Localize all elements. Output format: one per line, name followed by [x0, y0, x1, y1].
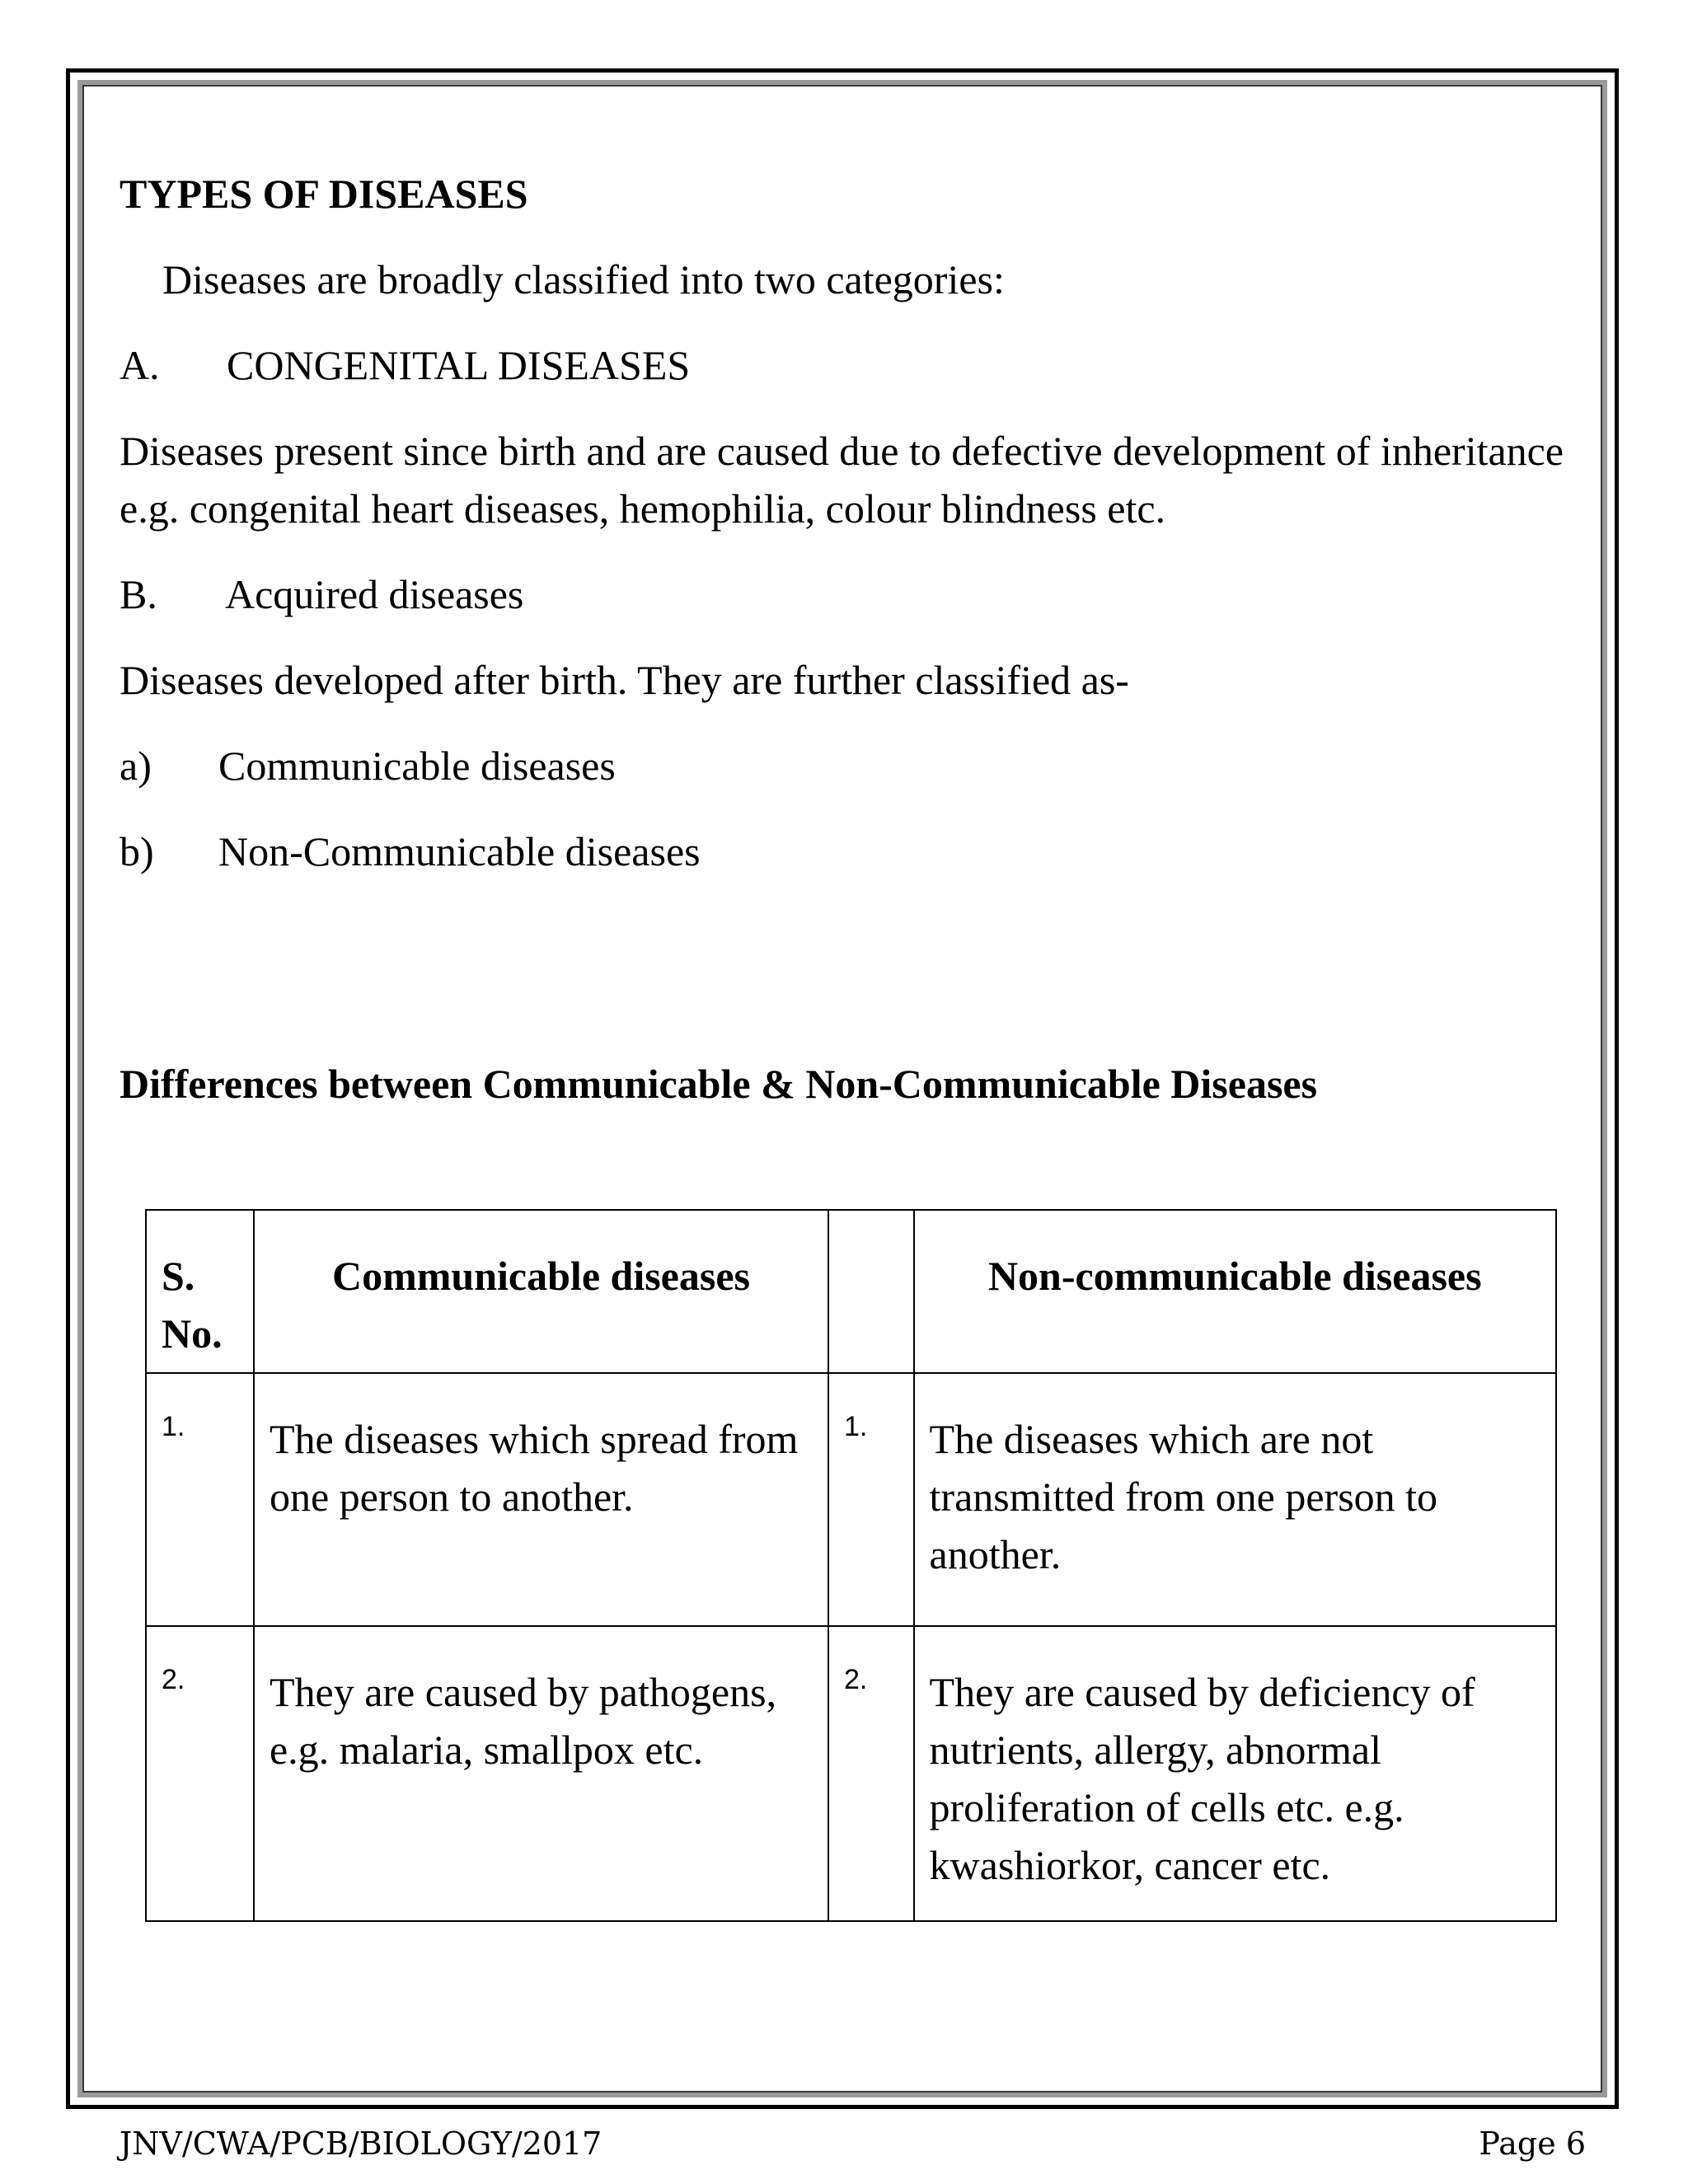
page-title: TYPES OF DISEASES: [120, 171, 528, 217]
header-non-communicable: Non-communicable diseases: [914, 1210, 1556, 1373]
cell-non-communicable: They are caused by deficiency of nutrients, allergy, abnormal proliferation of cells etc. e.g. kwashiorkor, cancer etc.: [914, 1626, 1556, 1921]
differences-table: [145, 1209, 1557, 1922]
row-number: 1.: [146, 1373, 254, 1626]
table-row: [146, 1626, 1556, 1921]
list-item-label: b): [120, 828, 154, 874]
list-item-label: a): [120, 743, 152, 789]
section-a-label: A.: [120, 342, 160, 388]
row-number: 2.: [146, 1626, 254, 1921]
list-item: [120, 737, 1570, 794]
row-number: 1.: [828, 1373, 914, 1626]
row-number: 2.: [828, 1626, 914, 1921]
cell-communicable: The diseases which spread from one person to another.: [254, 1373, 828, 1626]
table-row: [146, 1373, 1556, 1626]
section-b-heading: [120, 565, 1570, 623]
list-item: [120, 823, 1570, 880]
header-sno: S. No.: [146, 1210, 254, 1373]
section-a-title: CONGENITAL DISEASES: [227, 342, 691, 388]
differences-heading: Differences between Communicable & Non-Communicable Diseases: [120, 1061, 1318, 1107]
list-item-text: Communicable diseases: [218, 743, 616, 789]
section-a-text: Diseases present since birth and are caused due to defective development of inheritance e.g. congenital heart diseases, hemophilia, colour blindness etc.: [120, 428, 1564, 532]
footer-page-number: Page 6: [1479, 2125, 1586, 2162]
cell-non-communicable: The diseases which are not transmitted from one person to another.: [914, 1373, 1556, 1626]
table-header-row: [146, 1210, 1556, 1373]
header-communicable: Communicable diseases: [254, 1210, 828, 1373]
section-a-heading: [120, 336, 1570, 394]
section-b-text: Diseases developed after birth. They are further classified as-: [120, 657, 1129, 703]
cell-communicable: They are caused by pathogens, e.g. malaria, smallpox etc.: [254, 1626, 828, 1921]
document-body: [120, 165, 1570, 1113]
section-b-title: Acquired diseases: [225, 571, 524, 617]
list-item-text: Non-Communicable diseases: [218, 828, 701, 874]
section-b-label: B.: [120, 571, 157, 617]
intro-text: Diseases are broadly classified into two categories:: [162, 256, 1005, 302]
header-blank: [828, 1210, 914, 1373]
footer-doc-code: JNV/CWA/PCB/BIOLOGY/2017: [120, 2125, 603, 2162]
